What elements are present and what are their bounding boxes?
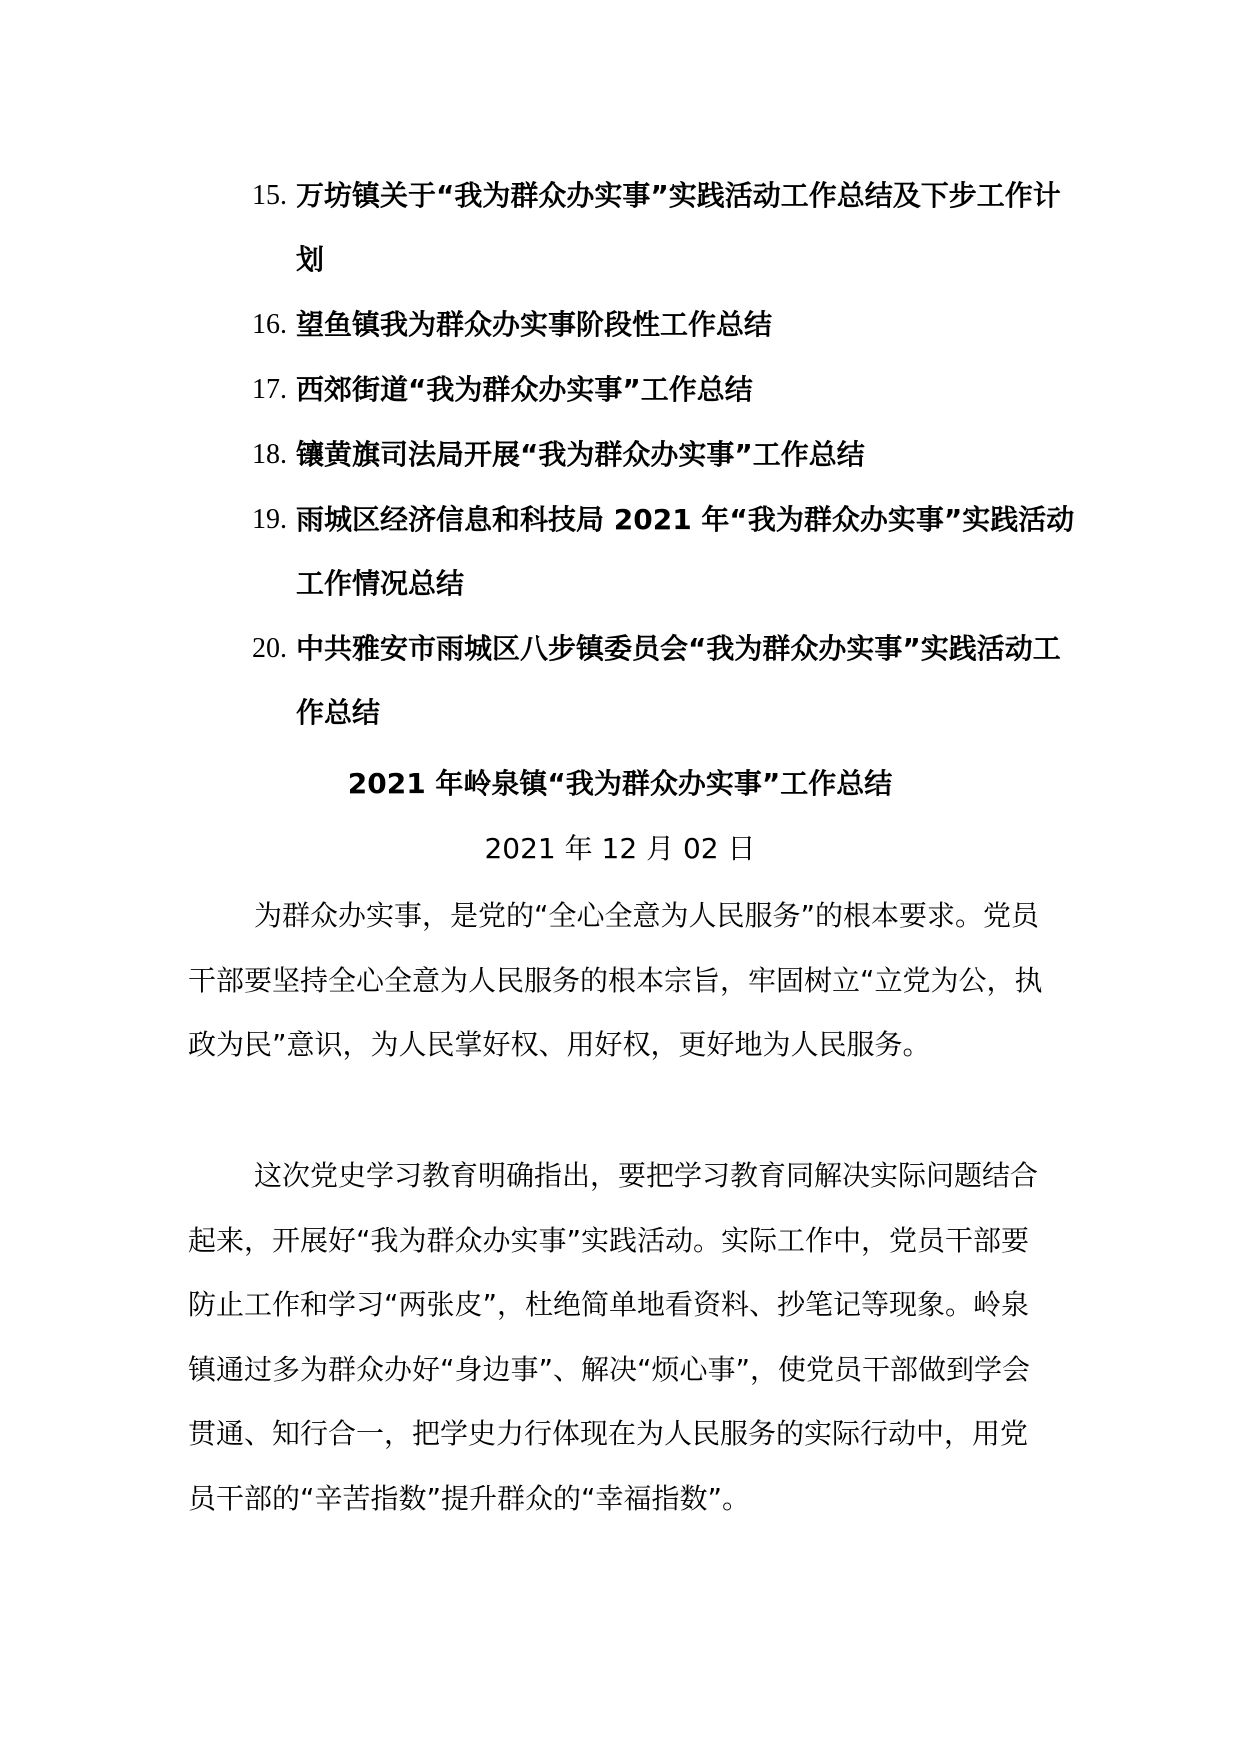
toc-title: 雨城区经济信息和科技局 2021 年“我为群众办实事”实践活动工作情况总结 (296, 503, 1075, 600)
toc-title: 中共雅安市雨城区八步镇委员会“我为群众办实事”实践活动工作总结 (296, 632, 1061, 729)
toc-title: 镶黄旗司法局开展“我为群众办实事”工作总结 (296, 438, 865, 471)
body-paragraph: 为群众办实事，是党的“全心全意为人民服务”的根本要求。党员干部要坚持全心全意为人民服务的根本宗旨，牢固树立“立党为公，执政为民”意识，为人民掌好权、用好权，更好地为人民服务。 (188, 899, 1043, 1062)
toc-title: 西郊街道“我为群众办实事”工作总结 (296, 373, 753, 406)
body-paragraph: 这次党史学习教育明确指出，要把学习教育同解决实际问题结合起来，开展好“我为群众办实事”实践活动。实际工作中，党员干部要防止工作和学习“两张皮”，杜绝简单地看资料、抄笔记等现象。岭泉镇通过多为群众办好“身边事”、解决“烦心事”，使党员干部做到学会贯通、知行合一，把学史力行体现在为人民服务的实际行动中，用党员干部的“辛苦指数”提升群众的“幸福指数”。 (188, 1159, 1039, 1515)
toc-number: 18. (252, 439, 287, 470)
toc-number: 20. (252, 633, 287, 664)
toc-title: 望鱼镇我为群众办实事阶段性工作总结 (296, 308, 773, 341)
toc-number: 15. (252, 180, 287, 211)
toc-title: 万坊镇关于“我为群众办实事”实践活动工作总结及下步工作计划 (296, 179, 1061, 276)
article-title: 2021 年岭泉镇“我为群众办实事”工作总结 (347, 767, 893, 800)
toc-number: 17. (252, 374, 287, 405)
toc-number: 16. (252, 309, 287, 340)
toc-number: 19. (252, 504, 287, 535)
article-date: 2021 年 12 月 02 日 (484, 832, 756, 865)
